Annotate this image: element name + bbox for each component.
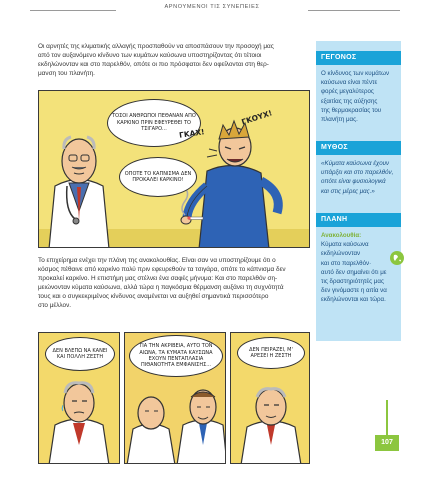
- page-number-tab-line: [386, 400, 388, 435]
- page-number: 107: [375, 435, 399, 451]
- fallacy-line: εκδηλώνονταν: [321, 250, 361, 258]
- fallacy-line: τις δραστηριότητές μας: [321, 278, 384, 286]
- running-title: ΑΡΝΟΥΜΕΝΟΙ ΤΙΣ ΣΥΝΕΠΕΙΕΣ: [164, 4, 260, 10]
- argument-line: προκαλεί καρκίνο. Η επιστήμη μας στέλνει ένα σαφές μήνυμα: Και στο παρελθόν ση-: [38, 275, 278, 282]
- fact-text: [321, 69, 401, 124]
- fallacy-line: εκδηλώνονται και τώρα.: [321, 296, 386, 304]
- intro-line: από τον αυξανόμενο κίνδυνο των κυμάτων καύσωνα υποστηρίζοντας ότι τέτοιοι: [38, 52, 262, 59]
- speech-bubble-conclusion: ΟΠΟΤΕ ΤΟ ΚΑΠΝΙΣΜΑ ΔΕΝ ΠΡΟΚΑΛΕΙ ΚΑΡΚΙΝΟ!: [119, 157, 197, 197]
- header-rule-right: [308, 10, 400, 11]
- green-globe-icon: [390, 251, 404, 265]
- intro-line: μανση του πλανήτη.: [38, 70, 95, 77]
- myth-line: οπότε είναι φυσιολογικά: [321, 178, 386, 186]
- fact-line: καύσωνα είναι πέντε: [321, 79, 378, 87]
- speech-bubble-doctor: ΤΟΣΟΙ ΑΝΘΡΩΠΟΙ ΠΕΘΑΝΑΝ ΑΠΟ ΚΑΡΚΙΝΟ ΠΡΙΝ ΕΦΕΥΡΕΘΕΙ ΤΟ ΤΣΙΓΑΡΟ...: [107, 99, 201, 147]
- argument-line: μειώνονταν κύματα καύσωνα, αλλά τώρα η παγκόσμια θέρμανση αυξάνει τη συχνότητά: [38, 284, 284, 291]
- argument-line: στο μέλλον.: [38, 302, 72, 309]
- myth-heading: ΜΥΘΟΣ: [316, 141, 401, 155]
- fallacy-line: δεν γινόμαστε η αιτία να: [321, 287, 387, 295]
- fallacy-line: και στο παρελθόν·: [321, 259, 372, 267]
- fact-line: εξαιτίας της αύξησης: [321, 97, 378, 105]
- fallacy-line: Κύματα καύσωνα: [321, 241, 369, 249]
- fallacy-subheading: Ανακολουθία:: [321, 232, 362, 239]
- speech-bubble-right: ΔΕΝ ΠΕΙΡΑΖΕΙ, Μ' ΑΡΕΣΕΙ Η ΖΕΣΤΗ: [237, 337, 305, 369]
- fact-line: φορές μεγαλύτερος: [321, 88, 374, 96]
- myth-text: [321, 159, 401, 196]
- myth-line: «Κύματα καύσωνα έχουν: [321, 160, 390, 167]
- fallacy-text: [321, 231, 401, 305]
- intro-line: εκδηλώνονταν και στο παρελθόν, οπότε οι πιο πρόσφατοι δεν οφείλονται στη θερ-: [38, 61, 269, 68]
- fallacy-heading: ΠΛΑΝΗ: [316, 213, 401, 227]
- myth-line: και στις μέρες μας.»: [321, 187, 375, 195]
- header-rule-left: [30, 10, 116, 11]
- intro-paragraph: [38, 42, 310, 78]
- comic-panel-right: [230, 332, 310, 464]
- myth-line: υπάρξει και στο παρελθόν,: [321, 169, 394, 177]
- intro-line: Οι αρνητές της κλιματικής αλλαγής προσπαθούν να αποσπάσουν την προσοχή μας: [38, 43, 274, 50]
- speech-bubble-left: ΔΕΝ ΒΛΕΠΩ ΝΑ ΚΑΝΕΙ ΚΑΙ ΠΟΛΛΗ ΖΕΣΤΗ: [45, 337, 115, 371]
- cough-sound-1: ΓΚΑΧ!: [178, 127, 206, 140]
- comic-panel-middle: [124, 332, 226, 464]
- speech-bubble-middle: ΓΙΑ ΤΗΝ ΑΚΡΙΒΕΙΑ, ΑΥΤΟ ΤΟΝ ΑΙΩΝΑ, ΤΑ ΚΥΜΑΤΑ ΚΑΥΣΩΝΑ ΕΧΟΥΝ ΠΕΝΤΑΠΛΑΣΙΑ ΠΙΘΑΝΟΤΗΤΑ ΕΜΦΑΝΙΣΗΣ...: [129, 335, 223, 377]
- fact-line: της θερμοκρασίας του: [321, 106, 382, 114]
- fact-line: Ο κίνδυνος των κυμάτων: [321, 70, 390, 77]
- cough-sound-2: ΓΚΟΥΧ!: [240, 108, 274, 127]
- fact-line: πλανήτη μας.: [321, 116, 358, 124]
- argument-line: κόσμος πέθαινε από καρκίνο πολύ πριν εφευρεθούν τα τσιγάρα, οπότε το κάπνισμα δεν: [38, 266, 286, 273]
- fact-heading: ΓΕΓΟΝΟΣ: [316, 51, 401, 65]
- comic-panel-left: [38, 332, 120, 464]
- page-header: [0, 0, 424, 24]
- comic-panel-smoking: [38, 90, 310, 248]
- argument-line: τους και ο συγκεκριμένος κίνδυνος αναμένεται να αυξηθεί σημαντικά περισσότερο: [38, 293, 269, 300]
- argument-line: Το επιχείρημα ενέχει την πλάνη της ανακολουθίας. Είναι σαν να υποστηρίζουμε ότι ο: [38, 257, 276, 264]
- sidebar-box: [316, 41, 401, 341]
- argument-paragraph: [38, 256, 310, 310]
- fallacy-line: αυτό δεν σημαίνει ότι με: [321, 268, 387, 276]
